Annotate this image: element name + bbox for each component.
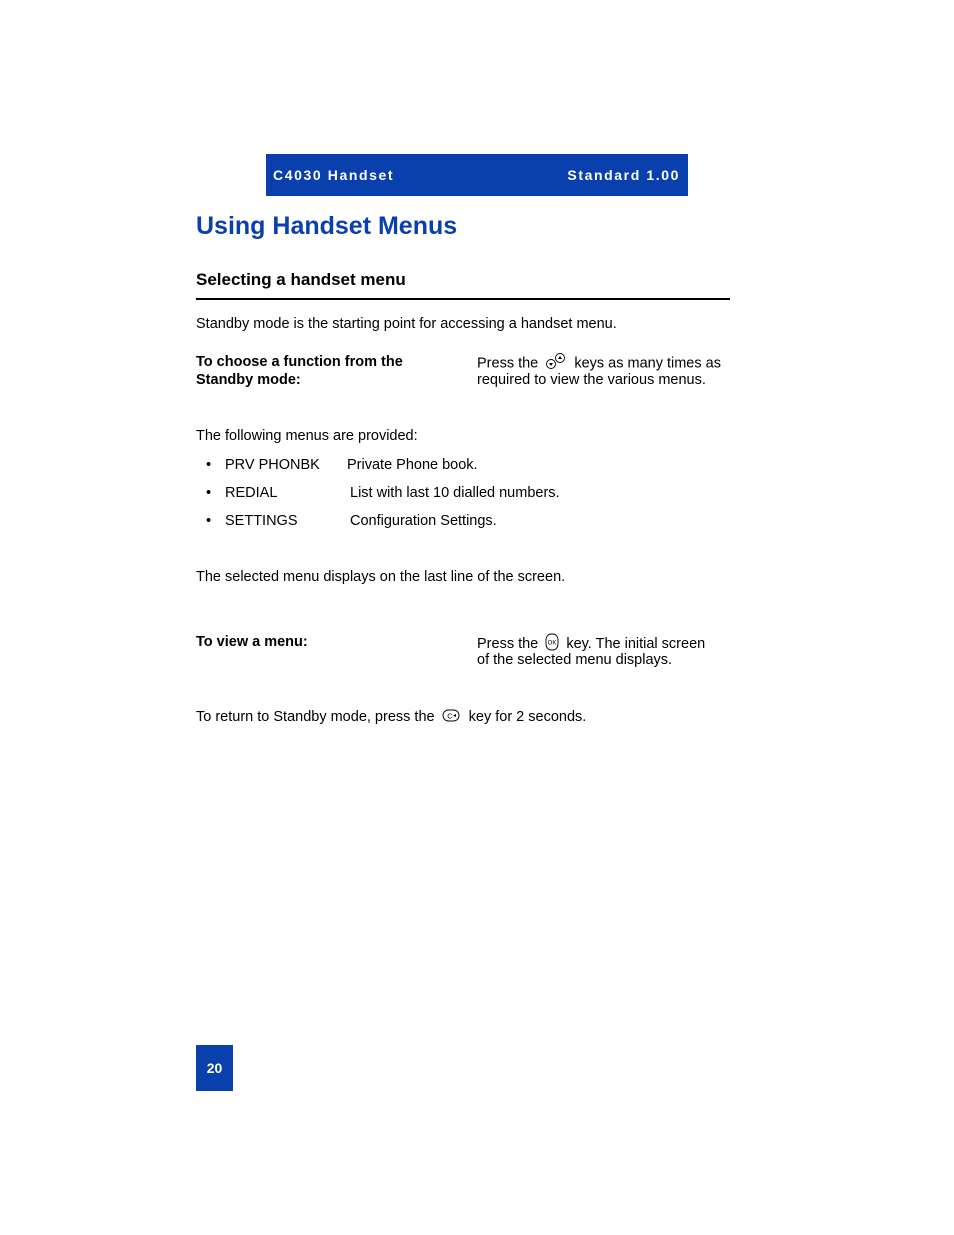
choose-function-instruction-post: keys as many times as [574,355,721,372]
ok-key-text: OK [547,640,557,647]
view-menu-instruction-pre: Press the [477,635,539,652]
menu-item-description: List with last 10 dialled numbers. [350,485,560,501]
return-standby-post: key for 2 seconds. [468,709,587,725]
header-product: C4030 Handset [273,167,395,183]
section-divider [196,298,730,300]
menu-item-name: REDIAL [225,485,278,501]
view-menu-label: To view a menu: [196,634,308,650]
menu-item-name: SETTINGS [225,513,298,529]
choose-function-label-line1: To choose a function from the [196,354,403,370]
clear-key-icon [442,709,460,722]
navigation-keys-icon [544,353,568,371]
page-title: Using Handset Menus [196,212,458,240]
section-intro: Standby mode is the starting point for accessing a handset menu. [196,316,617,332]
menu-item-name: PRV PHONBK [225,457,320,473]
menu-item-description: Configuration Settings. [350,513,497,529]
view-menu-instruction-line2: of the selected menu displays. [477,652,673,668]
menu-item-description: Private Phone book. [347,457,478,473]
header-version: Standard 1.00 [567,167,680,183]
ok-key-icon [545,633,559,651]
choose-function-label-line2: Standby mode: [196,372,301,388]
view-menu-instruction-post: key. The initial screen [566,635,706,652]
clear-key-text: C [446,711,453,721]
page-number: 20 [196,1045,233,1091]
menus-intro: The following menus are provided: [196,428,418,444]
return-standby-pre: To return to Standby mode, press the [196,709,435,725]
running-header [266,154,688,196]
choose-function-instruction-line2: required to view the various menus. [477,372,706,388]
return-standby-instruction [196,708,586,726]
list-bullet: • [206,457,212,473]
choose-function-instruction-pre: Press the [477,355,539,372]
selected-menu-note: The selected menu displays on the last line of the screen. [196,569,566,585]
list-bullet: • [206,513,212,529]
section-heading: Selecting a handset menu [196,270,406,289]
list-bullet: • [206,485,212,501]
